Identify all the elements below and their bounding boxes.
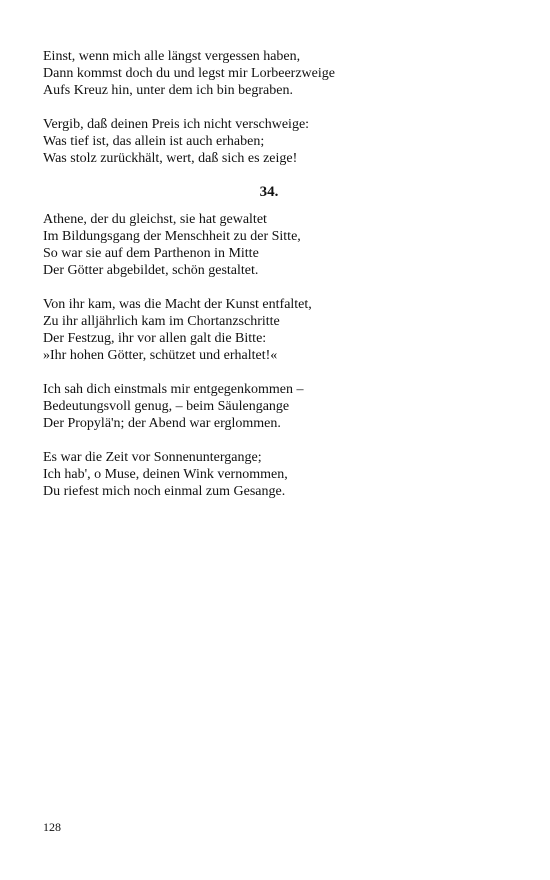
poem-number: 34. (259, 184, 279, 200)
verse-line: Zu ihr alljährlich kam im Chortanzschritte (43, 314, 280, 329)
verse-line: Im Bildungsgang der Menschheit zu der Sitte, (43, 229, 301, 244)
stanza-gap (43, 99, 483, 116)
verse-line: Bedeutungsvoll genug, – beim Säulengange (43, 399, 290, 414)
verse-line: Es war die Zeit vor Sonnenuntergange; (43, 450, 262, 465)
stanza-gap (43, 364, 483, 381)
verse-line: Der Götter abgebildet, schön gestaltet. (43, 263, 259, 278)
verse-line: Der Propylä'n; der Abend war erglommen. (43, 416, 281, 431)
verse-line: So war sie auf dem Parthenon in Mitte (43, 246, 259, 261)
stanza-1 (43, 211, 483, 279)
stanza-gap (43, 432, 483, 449)
verse-line: Der Festzug, ihr vor allen galt die Bitte: (43, 331, 267, 346)
page-number: 128 (43, 820, 61, 834)
page-content (43, 48, 483, 500)
stanza-before-1 (43, 48, 483, 99)
verse-line: Du riefest mich noch einmal zum Gesange. (43, 484, 286, 499)
verse-line: »Ihr hohen Götter, schützet und erhaltet!« (43, 348, 278, 363)
verse-line: Ich hab', o Muse, deinen Wink vernommen, (43, 467, 288, 482)
verse-line: Dann kommst doch du und legst mir Lorbeerzweige (43, 66, 335, 81)
verse-line: Vergib, daß deinen Preis ich nicht verschweige: (43, 117, 310, 132)
verse-line: Von ihr kam, was die Macht der Kunst entfaltet, (43, 297, 312, 312)
stanza-4 (43, 449, 483, 500)
verse-line: Athene, der du gleichst, sie hat gewaltet (43, 212, 267, 227)
stanza-gap (43, 279, 483, 296)
verse-line: Was tief ist, das allein ist auch erhaben; (43, 134, 265, 149)
stanza-3 (43, 381, 483, 432)
stanza-before-2 (43, 116, 483, 167)
verse-line: Was stolz zurückhält, wert, daß sich es zeige! (43, 151, 298, 166)
stanza-2 (43, 296, 483, 364)
verse-line: Ich sah dich einstmals mir entgegenkommen – (43, 382, 304, 397)
verse-line: Aufs Kreuz hin, unter dem ich bin begraben. (43, 83, 293, 98)
verse-line: Einst, wenn mich alle längst vergessen haben, (43, 49, 301, 64)
